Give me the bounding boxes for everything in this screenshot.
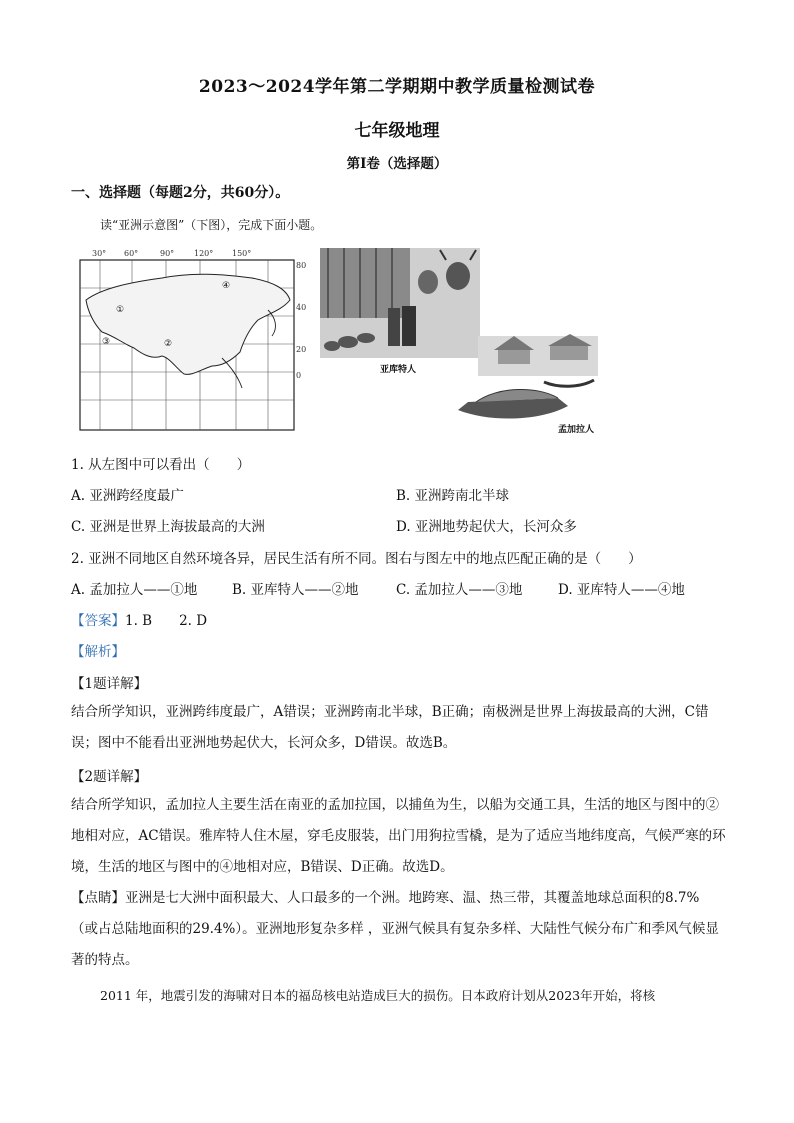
detail-2-label: 【2题详解】 xyxy=(71,769,148,785)
lon-label-150: 150° xyxy=(232,249,252,258)
question-2-stem: 2. 亚洲不同地区自然环境各异，居民生活有所不同。图右与图左中的地点匹配正确的是（ ） xyxy=(71,551,642,567)
note-paragraph xyxy=(71,883,726,976)
subject-title: 七年级地理 xyxy=(354,121,440,141)
detail-1-label: 【1题详解】 xyxy=(71,676,148,692)
detail-2-text: 结合所学知识，孟加拉人主要生活在南亚的孟加拉国，以捕鱼为生，以船为交通工具，生活的地区与图中的②地相对应，AC错误。雅库特人住木屋，穿毛皮服装，出门用狗拉雪橇，是为了适应当地纬度高，气候严寒的环境，生活的地区与图中的④地相对应，B错误、D正确。故选D。 xyxy=(71,797,726,875)
q1-option-c: C. 亚洲是世界上海拔最高的大洲 xyxy=(71,519,265,535)
caption-bengal: 孟加拉人 xyxy=(558,425,595,435)
answer-label: 【答案】 xyxy=(71,613,125,629)
note-label: 【点睛】 xyxy=(71,890,125,906)
question-1-stem: 1. 从左图中可以看出（ ） xyxy=(71,457,251,473)
note-text: 亚洲是七大洲中面积最大、人口最多的一个洲。地跨寒、温、热三带，其覆盖地球总面积的8.7%（或占总陆地面积的29.4%）。亚洲地形复杂多样 ，亚洲气候具有复杂多样、大陆性气候分布广和季风气候显著的特点。 xyxy=(71,890,719,968)
q2-option-d: D. 亚库特人——④地 xyxy=(558,582,685,598)
lat-label-40: 40 xyxy=(296,303,307,312)
q1-option-b: B. 亚洲跨南北半球 xyxy=(396,488,510,504)
asia-map-figure xyxy=(72,248,308,432)
next-passage-text: 2011 年，地震引发的海啸对日本的福岛核电站造成巨大的损伤。日本政府计划从2023年开始，将核 xyxy=(100,988,656,1003)
q2-option-c: C. 孟加拉人——③地 xyxy=(396,582,523,598)
marker-3: ③ xyxy=(102,337,111,347)
section-intro: 读“亚洲示意图”（下图），完成下面小题。 xyxy=(100,218,323,232)
volume-title: 第Ⅰ卷（选择题） xyxy=(346,156,448,172)
q2-option-a: A. 孟加拉人——①地 xyxy=(71,582,198,598)
answer-row xyxy=(71,609,207,629)
lon-label-90: 90° xyxy=(160,249,175,258)
answer-value: 1. B 2. D xyxy=(125,613,208,629)
analysis-label: 【解析】 xyxy=(71,644,125,660)
lat-label-80: 80 xyxy=(296,261,307,270)
exam-title: 2023～2024学年第二学期期中教学质量检测试卷 xyxy=(198,77,596,97)
lon-label-120: 120° xyxy=(194,249,214,258)
caption-yakut: 亚库特人 xyxy=(380,365,417,375)
detail-1-text: 结合所学知识，亚洲跨纬度最广，A错误；亚洲跨南北半球，B正确；南极洲是世界上海拔最高的大洲，C错误；图中不能看出亚洲地势起伏大，长河众多，D错误。故选B。 xyxy=(71,704,709,751)
lat-label-0: 0 xyxy=(296,371,302,380)
q2-option-b: B. 亚库特人——②地 xyxy=(232,582,359,598)
lat-label-20: 20 xyxy=(296,345,307,354)
q1-option-d: D. 亚洲地势起伏大，长河众多 xyxy=(396,519,577,535)
section-heading: 一、选择题（每题2分，共60分）。 xyxy=(71,185,290,201)
q1-option-a: A. 亚洲跨经度最广 xyxy=(71,488,184,504)
lon-label-30: 30° xyxy=(92,249,107,258)
marker-2: ② xyxy=(164,339,173,349)
people-illustration xyxy=(318,246,618,436)
marker-4: ④ xyxy=(222,281,231,291)
marker-1: ① xyxy=(116,305,125,315)
lon-label-60: 60° xyxy=(124,249,139,258)
